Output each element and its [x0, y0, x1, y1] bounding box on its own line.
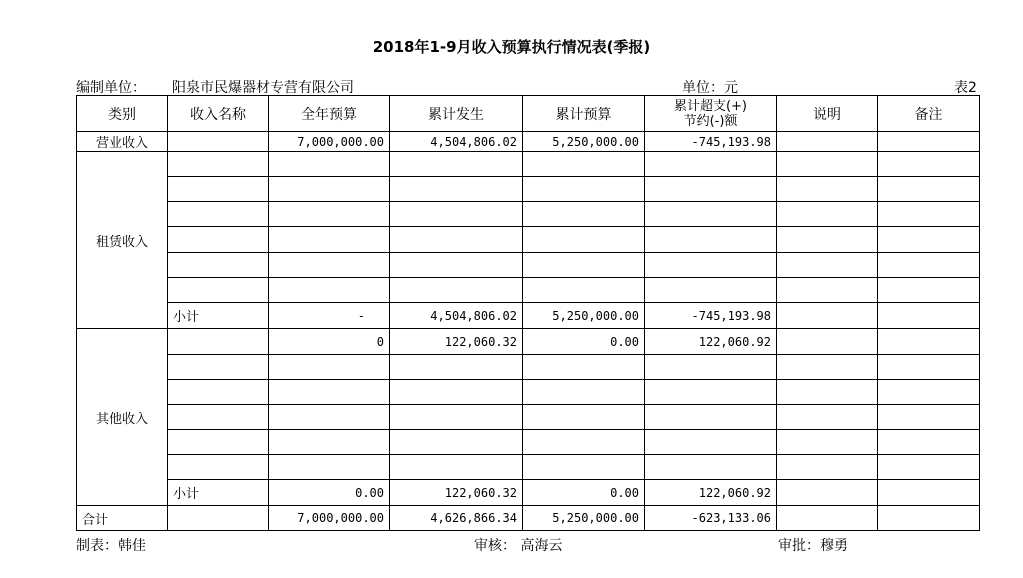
income-name-cell [168, 132, 269, 152]
actual-cell: 4,504,806.02 [390, 303, 523, 329]
org-name: 阳泉市民爆器材专营有限公司 [172, 80, 354, 96]
col-income-name: 收入名称 [168, 96, 269, 132]
total-row [77, 506, 980, 531]
diff-cell: 122,060.92 [645, 480, 777, 506]
table-row [77, 455, 980, 480]
category-cell: 其他收入 [77, 329, 168, 506]
subtotal-label: 小计 [168, 303, 269, 329]
col-over-line1: 累计超支(+) [673, 98, 748, 114]
col-annual-budget: 全年预算 [269, 96, 390, 132]
annual-cell: 0 [269, 329, 390, 355]
col-over-line2: 节约(-)额 [683, 113, 738, 129]
col-category: 类别 [77, 96, 168, 132]
actual-cell: 4,504,806.02 [390, 132, 523, 152]
actual-cell: 4,626,866.34 [390, 506, 523, 531]
col-over-under [645, 96, 777, 132]
budget-cell: 0.00 [523, 480, 645, 506]
diff-cell: 122,060.92 [645, 329, 777, 355]
budget-table [76, 95, 980, 531]
col-remarks: 备注 [878, 96, 980, 132]
approver-signature: 审批：穆勇 [778, 538, 848, 554]
actual-cell: 122,060.32 [390, 480, 523, 506]
col-cumulative-budget: 累计预算 [523, 96, 645, 132]
diff-cell: -623,133.06 [645, 506, 777, 531]
col-cumulative-actual: 累计发生 [390, 96, 523, 132]
category-cell: 租赁收入 [77, 152, 168, 329]
annual-cell: - [269, 303, 390, 329]
table-row [77, 177, 980, 202]
table-row [77, 227, 980, 253]
budget-cell: 5,250,000.00 [523, 303, 645, 329]
subtotal-label: 小计 [168, 480, 269, 506]
col-explanation: 说明 [777, 96, 878, 132]
diff-cell: -745,193.98 [645, 303, 777, 329]
table-row [77, 355, 980, 380]
table-row [77, 253, 980, 278]
subtotal-row [77, 303, 980, 329]
table-number: 表2 [954, 80, 977, 96]
unit-label: 单位：元 [682, 80, 738, 96]
budget-cell: 5,250,000.00 [523, 506, 645, 531]
table-row [77, 380, 980, 405]
reviewer-signature: 审核： 高海云 [474, 538, 563, 554]
remarks-cell [878, 132, 980, 152]
report-title: 2018年1-9月收入预算执行情况表(季报) [372, 38, 651, 56]
annual-cell: 7,000,000.00 [269, 132, 390, 152]
table-row [77, 430, 980, 455]
maker-signature: 制表：韩佳 [76, 538, 146, 554]
table-row [77, 405, 980, 430]
header-row [77, 96, 980, 132]
table-row [77, 202, 980, 227]
subtotal-row [77, 480, 980, 506]
actual-cell: 122,060.32 [390, 329, 523, 355]
category-cell: 营业收入 [77, 132, 168, 152]
table-row [77, 132, 980, 152]
annual-cell: 7,000,000.00 [269, 506, 390, 531]
total-label: 合计 [77, 506, 168, 531]
diff-cell: -745,193.98 [645, 132, 777, 152]
table-row [77, 152, 980, 177]
org-label: 编制单位： [76, 80, 146, 96]
table-row [77, 329, 980, 355]
annual-cell: 0.00 [269, 480, 390, 506]
budget-cell: 5,250,000.00 [523, 132, 645, 152]
budget-cell: 0.00 [523, 329, 645, 355]
explanation-cell [777, 132, 878, 152]
table-row [77, 278, 980, 303]
